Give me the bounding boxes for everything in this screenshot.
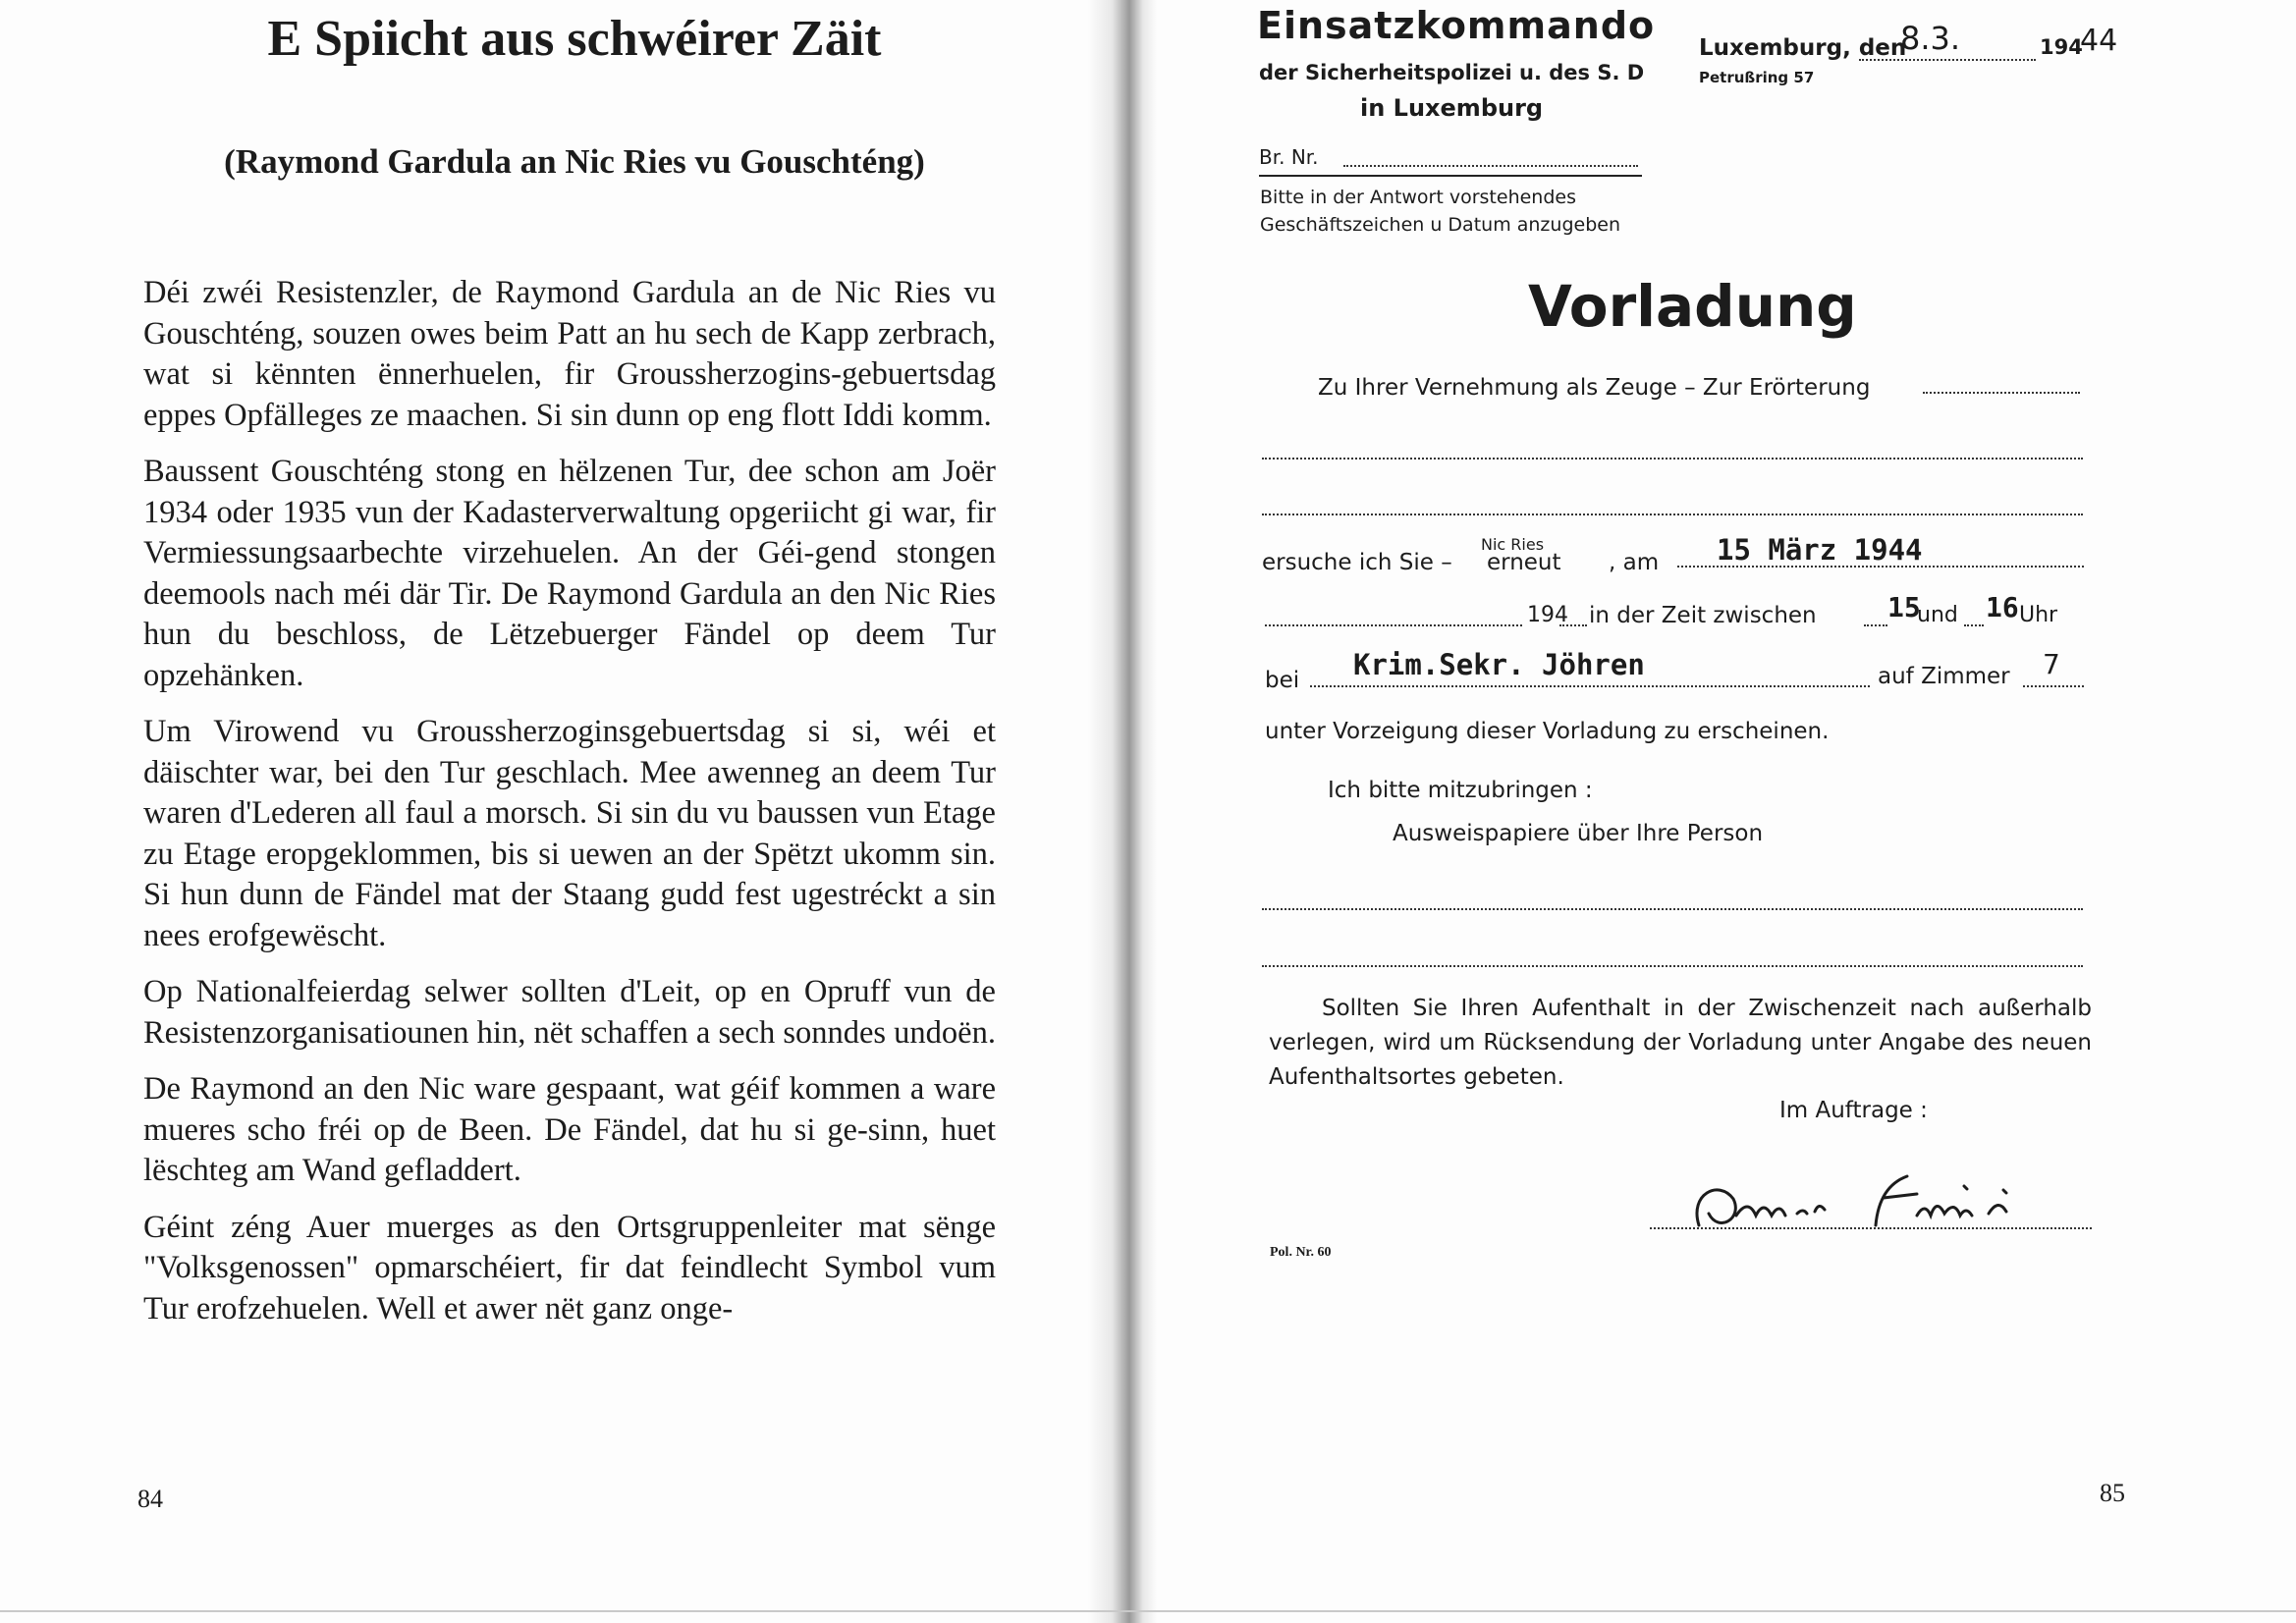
room-number: 7 bbox=[2043, 648, 2060, 680]
recipient-name: Nic Ries bbox=[1481, 535, 1545, 554]
form-number: Pol. Nr. 60 bbox=[1270, 1245, 1332, 1260]
renewed-label: erneut bbox=[1487, 550, 1561, 575]
time-to: 16 bbox=[1986, 591, 2019, 623]
room-fill-line bbox=[2023, 685, 2084, 687]
book-gutter-shadow bbox=[1088, 0, 1157, 1623]
uhr-label: Uhr bbox=[2019, 603, 2058, 627]
officer-name: Krim.Sekr. Jöhren bbox=[1353, 648, 1645, 681]
relocation-notice bbox=[1269, 992, 2092, 1095]
issuing-office-line-3: in Luxemburg bbox=[1360, 94, 1544, 122]
chapter-body bbox=[143, 273, 996, 1345]
place-date-label: Luxemburg, den bbox=[1699, 35, 1907, 61]
paragraph-1: Déi zwéi Resistenzler, de Raymond Gardula an de Nic Ries vu Gouschténg, souzen owes beim Patt an hu sech de Kapp zerbrach, wat si kënnten ënnerhuelen, fir Groussherzogins-gebuertsdag eppes Opfälleges ze maachen. Si sin dunn op eng flott Iddi komm. bbox=[143, 275, 996, 433]
appointment-date: 15 März 1944 bbox=[1717, 533, 1923, 567]
date-fill-line bbox=[1859, 59, 2036, 61]
blank-fill-line bbox=[1262, 965, 2083, 967]
handwritten-date: 8.3. bbox=[1900, 20, 1961, 57]
request-text: ersuche ich Sie – bbox=[1262, 550, 1452, 575]
blank-fill-line bbox=[1262, 458, 2083, 460]
purpose-fill-line bbox=[1923, 392, 2080, 394]
appointment-date-fill-line bbox=[1677, 566, 2084, 568]
year-prefix: 194 bbox=[2040, 35, 2083, 59]
summons-purpose: Zu Ihrer Vernehmung als Zeuge – Zur Erörterung bbox=[1318, 375, 1871, 401]
und-label: und bbox=[1917, 603, 1958, 627]
time-to-fill-line bbox=[1964, 624, 1984, 626]
paragraph-4: Op Nationalfeierdag selwer sollten d'Leit, op en Opruff vun de Resistenzorganisatiounen hin, nët schaffen a sech sonndes undoën. bbox=[143, 974, 996, 1051]
handwritten-year: 44 bbox=[2080, 24, 2118, 58]
page-bottom-edge bbox=[0, 1610, 2296, 1612]
page-number-right: 85 bbox=[2100, 1479, 2125, 1507]
am-label: , am bbox=[1609, 550, 1660, 575]
form-title: Vorladung bbox=[1528, 273, 1857, 340]
appearance-instruction: unter Vorzeigung dieser Vorladung zu erscheinen. bbox=[1265, 719, 1830, 744]
relocation-notice-text: Sollten Sie Ihren Aufenthalt in der Zwischenzeit nach außerhalb verlegen, wird um Rücksendung der Vorladung unter Angabe des neuen Aufenthaltsortes gebeten. bbox=[1269, 996, 2092, 1090]
year-fill-line bbox=[1265, 624, 1522, 626]
paragraph-2: Baussent Gouschténg stong en hëlzenen Tur, dee schon am Joër 1934 oder 1935 vun der Kadasterverwaltung opgeriicht gi war, fir Vermiessungsaarbechte virzehuelen. An der Géi-gend stongen deemools nach méi där Tir. De Raymond Gardula an den Nic Ries hun du beschloss, de Lëtzebuerger Fändel op deem Tur opzehänken. bbox=[143, 454, 996, 693]
room-label: auf Zimmer bbox=[1878, 664, 2010, 689]
year-label: 194 bbox=[1527, 603, 1568, 627]
right-book-page bbox=[1110, 0, 2296, 1623]
time-range-label: in der Zeit zwischen bbox=[1589, 603, 1817, 628]
reference-note-line-1: Bitte in der Antwort vorstehendes bbox=[1260, 187, 1576, 208]
blank-fill-line bbox=[1262, 514, 2083, 515]
officer-fill-line bbox=[1310, 685, 1870, 687]
reference-note-line-2: Geschäftszeichen u Datum anzugeben bbox=[1260, 214, 1620, 236]
reference-number-fill-line bbox=[1343, 165, 1638, 167]
bring-along-item: Ausweispapiere über Ihre Person bbox=[1393, 821, 1764, 846]
bei-label: bei bbox=[1265, 668, 1300, 693]
handwritten-signature bbox=[1650, 1164, 2102, 1243]
office-address: Petrußring 57 bbox=[1699, 69, 1815, 86]
on-behalf-label: Im Auftrage : bbox=[1779, 1098, 1928, 1123]
bring-along-label: Ich bitte mitzubringen : bbox=[1328, 778, 1593, 803]
paragraph-6: Géint zéng Auer muerges as den Ortsgruppenleiter mat sënge "Volksgenossen" opmarschéiert, fir dat feindlecht Symbol vum Tur erofzehuelen. Well et awer nët ganz onge- bbox=[143, 1209, 996, 1326]
year-suffix-fill-line bbox=[1559, 624, 1587, 626]
issuing-office-name: Einsatzkommando bbox=[1257, 4, 1656, 47]
reference-number-label: Br. Nr. bbox=[1259, 145, 1319, 169]
paragraph-3: Um Virowend vu Groussherzoginsgebuertsdag si si, wéi et däischter war, bei den Tur geschlach. Mee awenneg an deem Tur waren d'Lederen all faul a morsch. Si sin du vu baussen vun Etage zu Etage eropgeklommen, bis si uewen an der Spëtzt ukomm sin. Si hun dunn de Fändel mat der Staang gudd fest ugestréckt a sin nees erofgewëscht. bbox=[143, 714, 996, 953]
chapter-title: E Spiicht aus schwéirer Zäit bbox=[267, 11, 882, 67]
issuing-office-line-2: der Sicherheitspolizei u. des S. D bbox=[1259, 61, 1645, 84]
chapter-subtitle: (Raymond Gardula an Nic Ries vu Gouschténg) bbox=[224, 142, 925, 181]
paragraph-5: De Raymond an den Nic ware gespaant, wat géif kommen a ware mueres scho fréi op de Been. De Fändel, dat hu si ge-sinn, huet lëschteg am Wand gefladdert. bbox=[143, 1071, 996, 1188]
reference-divider bbox=[1259, 175, 1642, 177]
blank-fill-line bbox=[1262, 908, 2083, 910]
time-from: 15 bbox=[1887, 591, 1921, 623]
signature-fill-line bbox=[1650, 1227, 2092, 1229]
time-from-fill-line bbox=[1864, 624, 1887, 626]
page-number-left: 84 bbox=[137, 1485, 163, 1513]
